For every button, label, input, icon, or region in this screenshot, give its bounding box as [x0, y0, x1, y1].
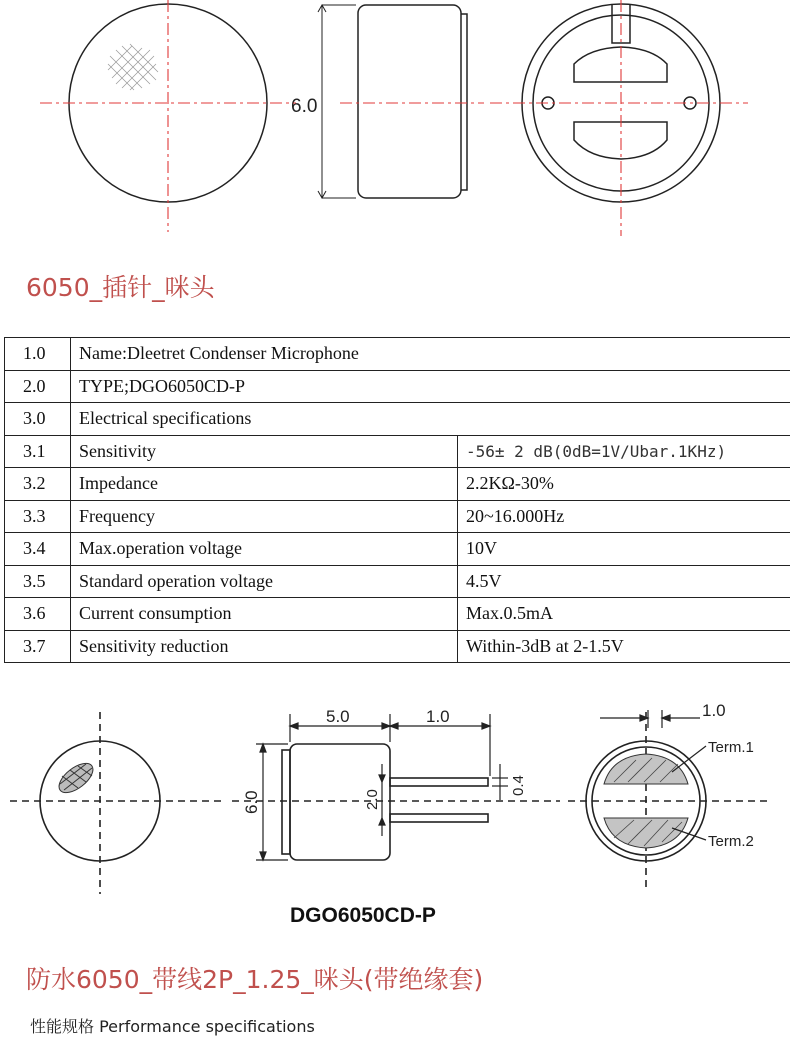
dim-pin-width-label: 0.4 — [510, 775, 527, 796]
heading-6050-pin-mic: 6050_插针_咪头 — [26, 268, 215, 304]
table-row — [5, 565, 790, 598]
table-row — [5, 598, 790, 631]
row-number: 3.0 — [5, 403, 71, 436]
row-value: Within-3dB at 2-1.5V — [458, 630, 790, 663]
row-value: 2.2KΩ-30% — [458, 468, 790, 501]
row-name: Max.operation voltage — [71, 533, 458, 566]
row-number: 3.3 — [5, 500, 71, 533]
heading-waterproof-6050: 防水6050_带线2P_1.25_咪头(带绝缘套) — [26, 960, 483, 996]
dim-length-label: 5.0 — [326, 707, 350, 726]
footer-partial-text: 性能规格 Performance specifications — [30, 1014, 315, 1037]
row-name: Impedance — [71, 468, 458, 501]
bottom-mechanical-drawing — [0, 684, 790, 946]
row-value: Max.0.5mA — [458, 598, 790, 631]
side-view — [318, 5, 467, 198]
row-value: -56± 2 dB(0dB=1V/Ubar.1KHz) — [458, 435, 790, 468]
row-number: 3.2 — [5, 468, 71, 501]
term1-label: Term.1 — [708, 739, 754, 756]
dim-diameter-label: 6.0 — [242, 790, 261, 814]
row-name: Current consumption — [71, 598, 458, 631]
part-number-label: DGO6050CD-P — [290, 904, 436, 927]
side-view — [282, 744, 488, 860]
table-row — [5, 500, 790, 533]
top-dimension-label: 6.0 — [291, 96, 317, 117]
row-value: 10V — [458, 533, 790, 566]
spec-table — [4, 337, 790, 663]
row-name: Sensitivity — [71, 435, 458, 468]
row-name: Standard operation voltage — [71, 565, 458, 598]
table-row — [5, 630, 790, 663]
row-number: 3.6 — [5, 598, 71, 631]
row-number: 1.0 — [5, 338, 71, 371]
row-name: Sensitivity reduction — [71, 630, 458, 663]
table-row — [5, 468, 790, 501]
dim-term-gap-label: 1.0 — [702, 701, 726, 720]
row-name: Name:Dleetret Condenser Microphone — [71, 338, 790, 371]
table-row — [5, 533, 790, 566]
row-number: 3.5 — [5, 565, 71, 598]
row-number: 3.4 — [5, 533, 71, 566]
center-lines — [40, 0, 748, 236]
row-number: 3.1 — [5, 435, 71, 468]
row-value: 4.5V — [458, 565, 790, 598]
row-value: 20~16.000Hz — [458, 500, 790, 533]
term2-label: Term.2 — [708, 833, 754, 850]
table-row — [5, 403, 790, 436]
row-name: Frequency — [71, 500, 458, 533]
row-number: 2.0 — [5, 370, 71, 403]
mesh-pattern — [108, 44, 158, 90]
table-row — [5, 338, 790, 371]
table-row — [5, 370, 790, 403]
table-row — [5, 435, 790, 468]
top-mechanical-drawing — [0, 0, 790, 240]
dim-pin-spacing-label: 2.0 — [364, 789, 381, 810]
row-number: 3.7 — [5, 630, 71, 663]
row-name: TYPE;DGO6050CD-P — [71, 370, 790, 403]
row-name: Electrical specifications — [71, 403, 790, 436]
mesh-pattern — [54, 758, 98, 798]
dim-pin-length-label: 1.0 — [426, 707, 450, 726]
